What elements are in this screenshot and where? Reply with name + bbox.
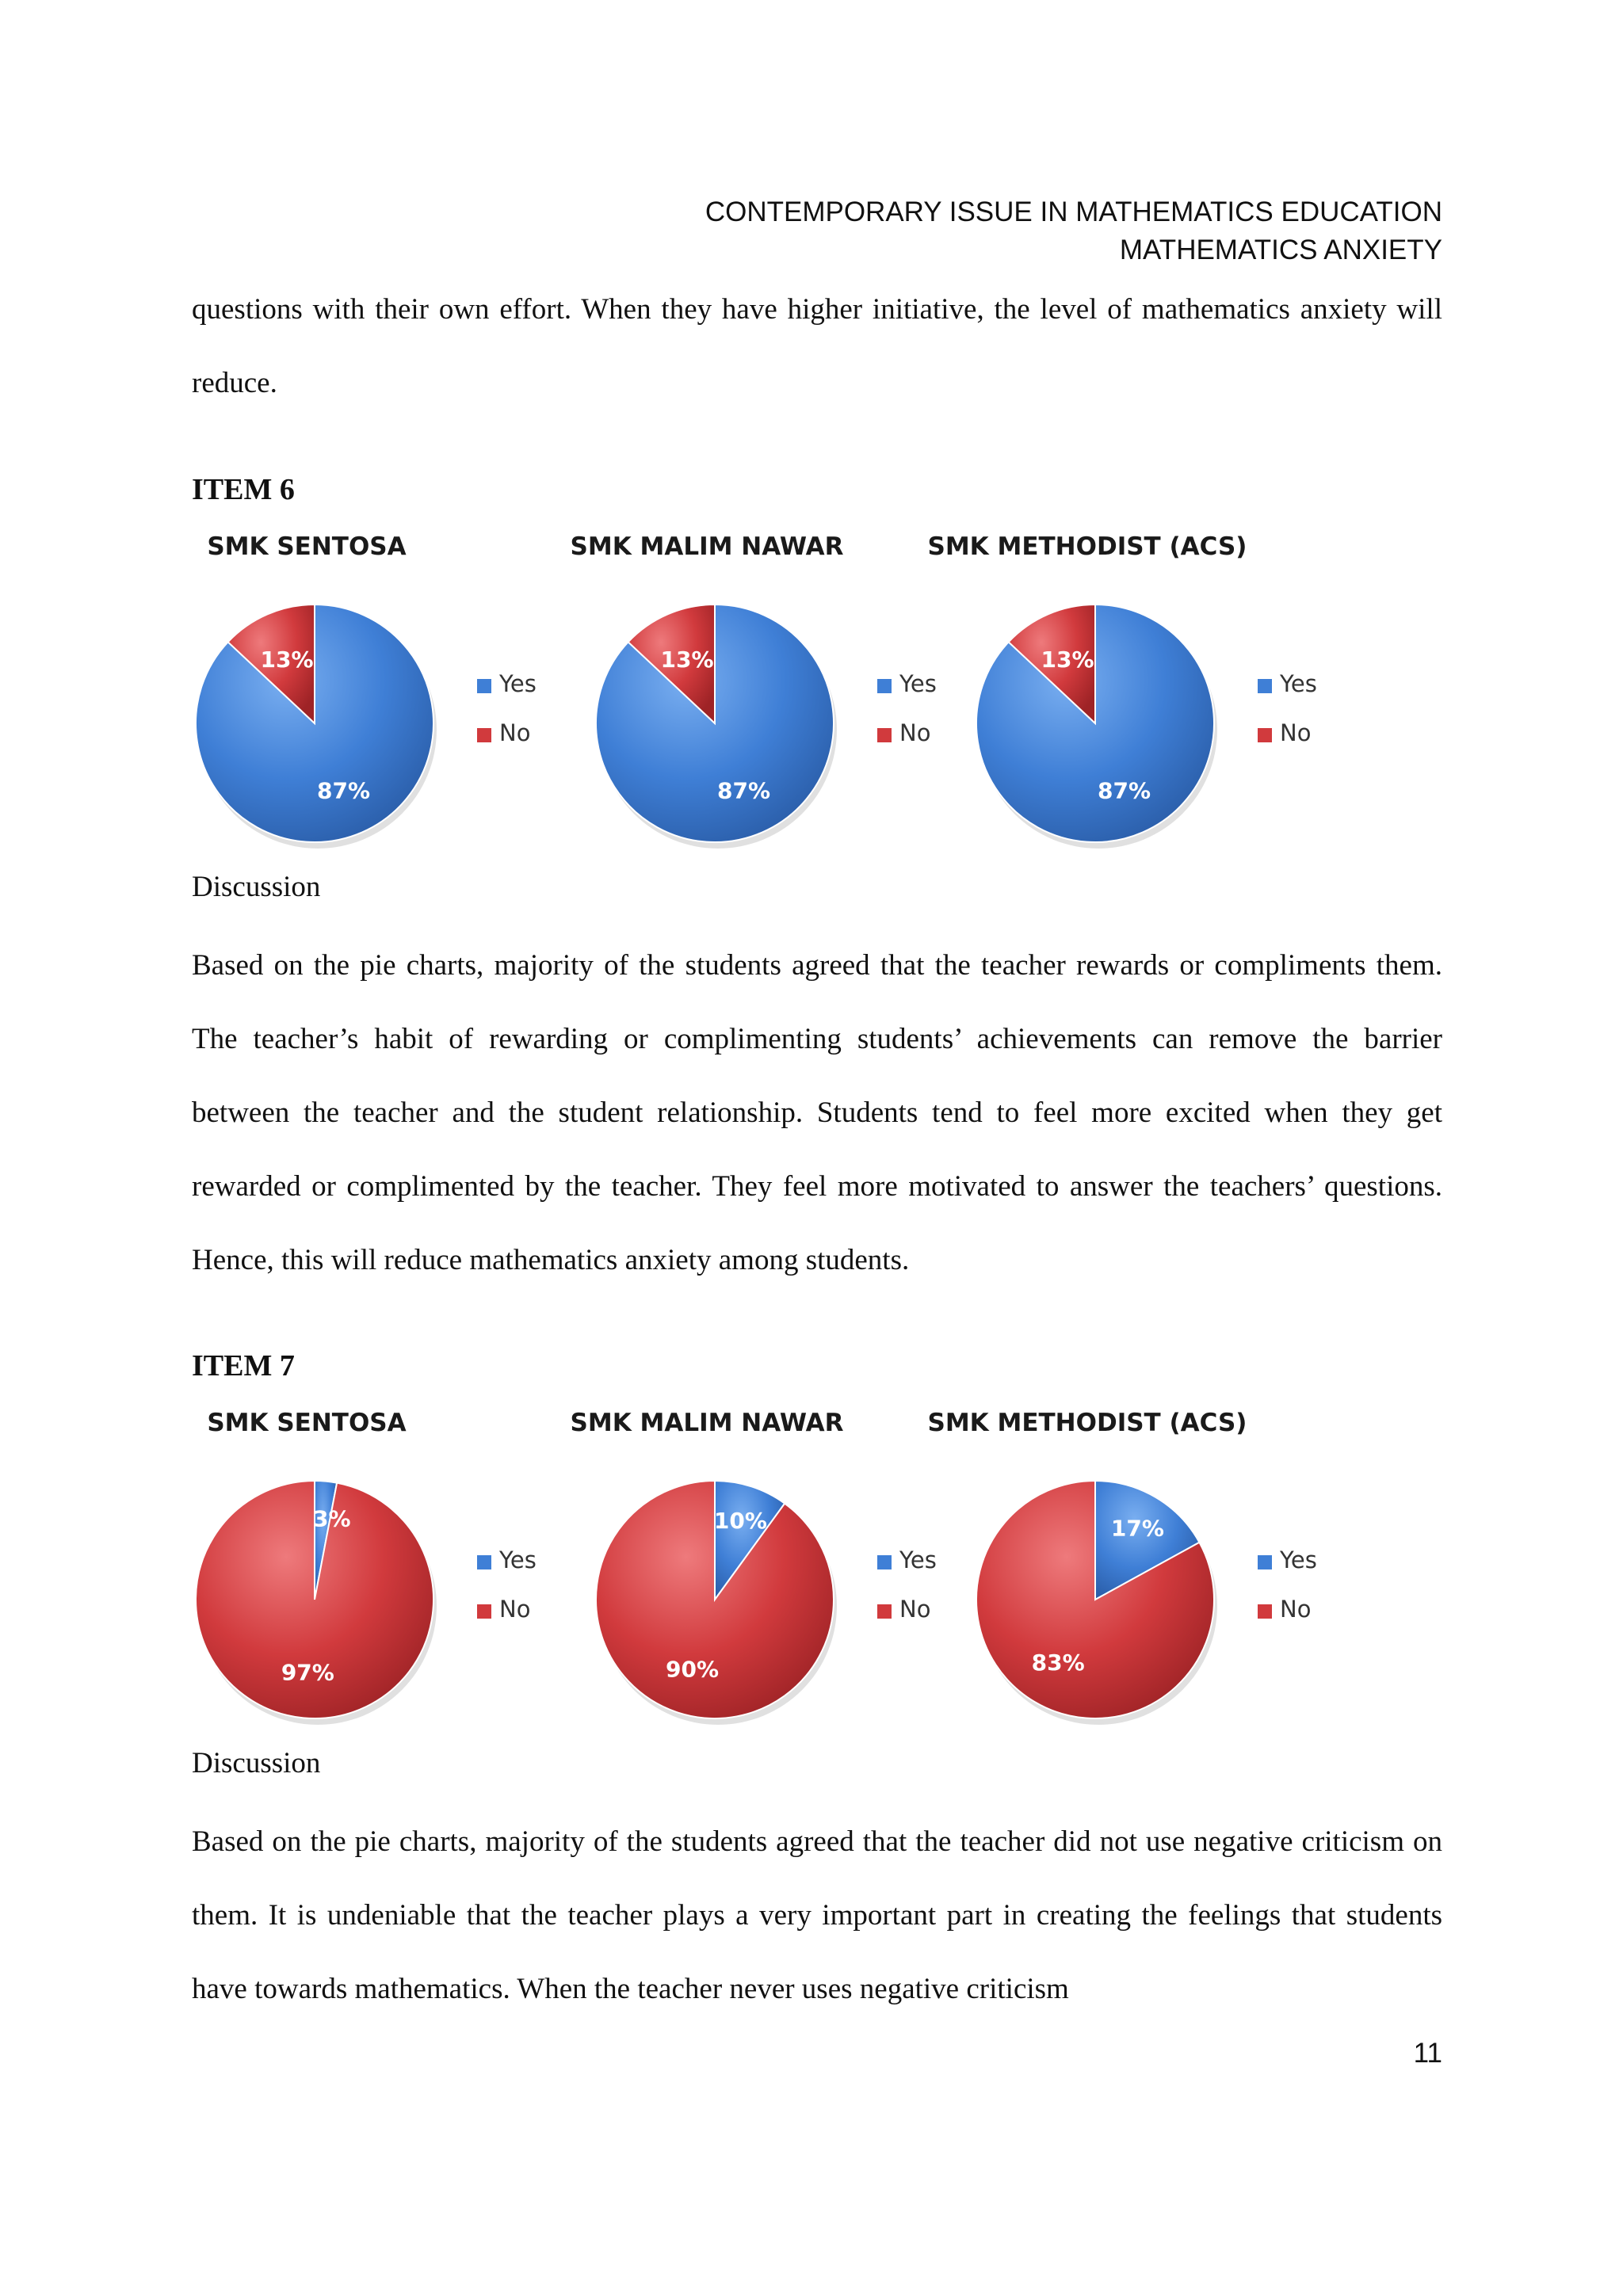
legend-swatch-yes [477,1555,491,1569]
legend-label: No [1280,1596,1312,1623]
legend-label: No [499,1596,531,1623]
header-line-1: CONTEMPORARY ISSUE IN MATHEMATICS EDUCATION [705,196,1442,227]
data-label: 87% [1098,777,1151,804]
legend-label: Yes [1280,1547,1317,1573]
legend-label: Yes [499,1547,537,1573]
pie-chart [196,532,537,849]
running-header [705,193,1442,269]
chart-title: SMK METHODIST (ACS) [927,532,1247,561]
item-6-heading: ITEM 6 [192,473,295,506]
data-label: 13% [260,646,314,673]
item-7-charts [192,1399,1442,1740]
data-label: 87% [717,777,771,804]
item-6-charts [192,523,1442,864]
legend-label: Yes [899,1547,937,1573]
legend-swatch-no [877,728,892,742]
item-6-discussion: Based on the pie charts, majority of the students agreed that the teacher rewards or compliments them. The teacher’s habit of rewarding or complimenting students’ achievements can remove the barrier between the teacher and the student relationship. Students tend to feel more excited when they get rewarded or complimented by the teacher. They feel more motivated to answer the teachers’ questions. Hence, this will reduce mathematics anxiety among students. [192,949,1442,1276]
item-6-chart-row [192,523,1442,864]
data-label: 13% [1041,646,1094,673]
item-7-chart-row [192,1399,1442,1740]
data-label: 13% [660,646,714,673]
pie-chart [571,532,937,849]
legend-swatch-yes [477,679,491,693]
chart-title: SMK SENTOSA [207,532,407,561]
intro-paragraph: questions with their own effort. When they have higher initiative, the level of mathematics anxiety will reduce. [192,293,1442,399]
legend-swatch-yes [1258,1555,1272,1569]
legend-swatch-no [1258,1604,1272,1619]
legend-label: No [899,719,931,746]
pie-chart [571,1409,937,1725]
legend-swatch-no [1258,728,1272,742]
legend-label: Yes [499,670,537,697]
data-label: 87% [317,777,371,804]
data-label: 90% [666,1656,720,1683]
legend-label: No [499,719,531,746]
legend-swatch-no [877,1604,892,1619]
item-7-discussion-label: Discussion [192,1747,321,1779]
item-7-discussion: Based on the pie charts, majority of the students agreed that the teacher did not use negative criticism on them. It is undeniable that the teacher plays a very important part in creating the feelings that students have towards mathematics. When the teacher never uses negative criticism [192,1825,1442,2005]
legend-swatch-yes [1258,679,1272,693]
chart-title: SMK MALIM NAWAR [570,1409,844,1437]
legend-label: Yes [899,670,937,697]
legend-label: No [899,1596,931,1623]
data-label: 3% [313,1505,351,1532]
legend-swatch-no [477,1604,491,1619]
data-label: 83% [1031,1650,1085,1676]
page-number: 11 [1413,2038,1442,2069]
legend-label: Yes [1280,670,1317,697]
pie-chart [928,1409,1317,1725]
legend-swatch-no [477,728,491,742]
data-label: 97% [281,1659,334,1686]
legend-swatch-yes [877,679,892,693]
pie-chart [196,1409,537,1725]
legend-swatch-yes [877,1555,892,1569]
legend-label: No [1280,719,1312,746]
pie-chart [928,532,1317,849]
chart-title: SMK MALIM NAWAR [570,532,844,561]
chart-title: SMK METHODIST (ACS) [927,1409,1247,1437]
data-label: 17% [1110,1515,1164,1542]
header-line-2: MATHEMATICS ANXIETY [1119,235,1442,265]
item-7-heading: ITEM 7 [192,1349,295,1383]
data-label: 10% [713,1508,767,1535]
item-6-discussion-label: Discussion [192,871,321,903]
chart-title: SMK SENTOSA [207,1409,407,1437]
